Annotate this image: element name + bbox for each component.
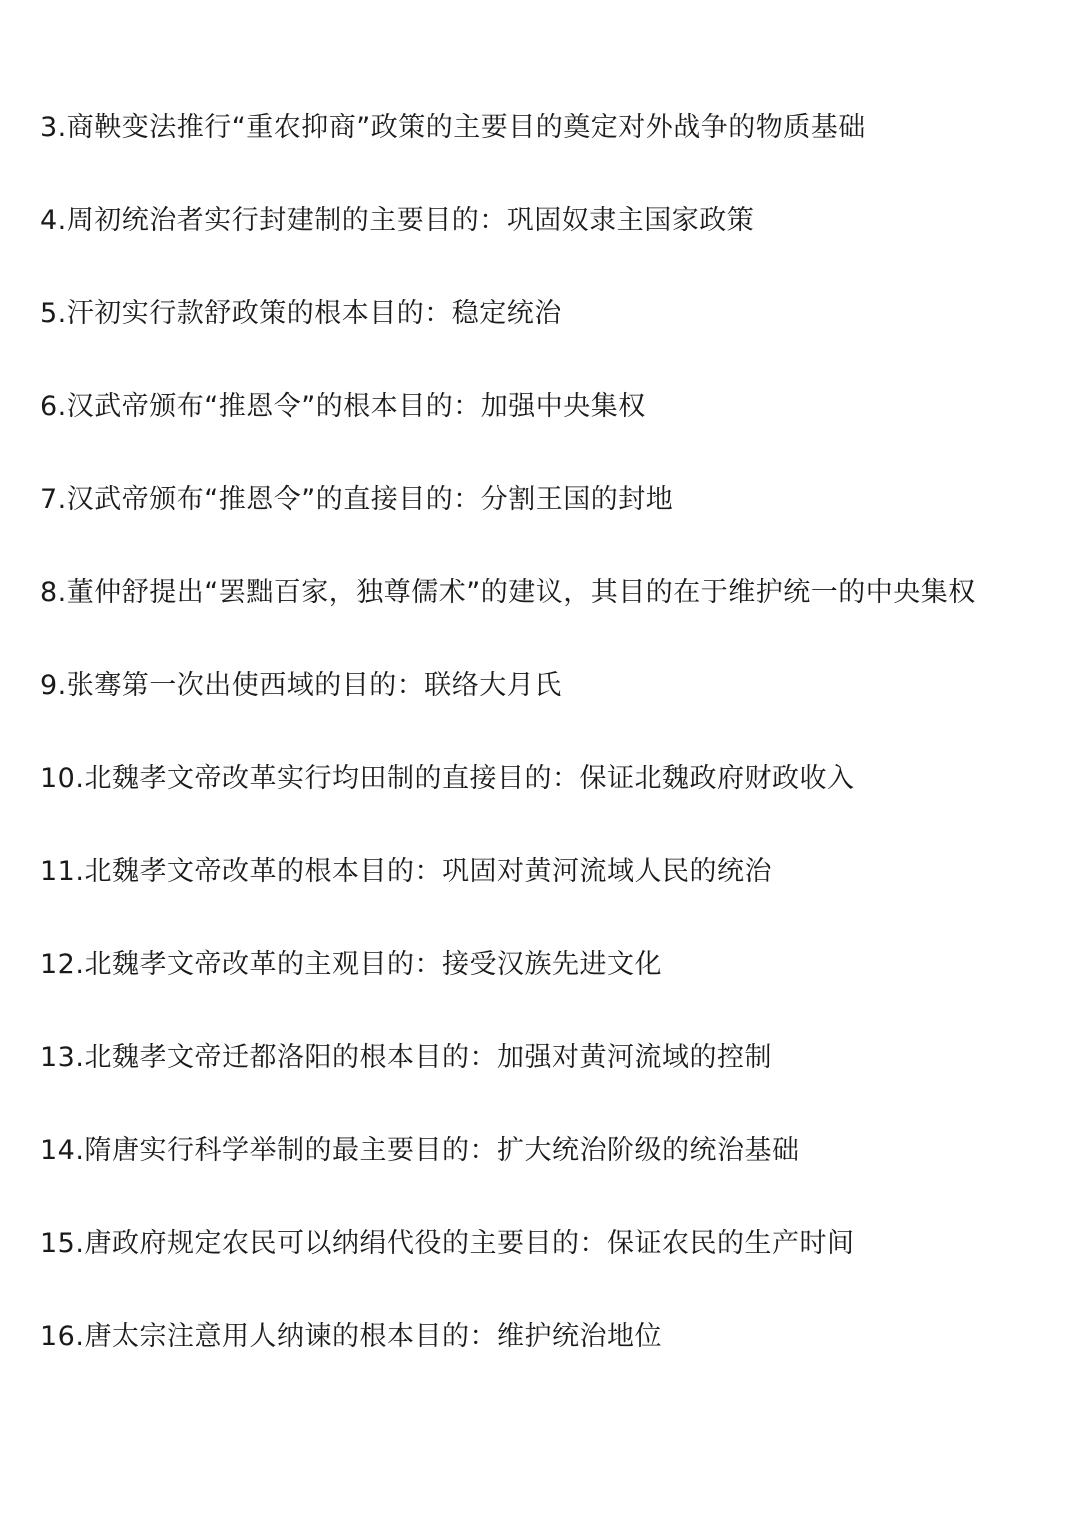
document-body <box>40 100 1040 1402</box>
list-item: 14.隋唐实行科学举制的最主要目的：扩大统治阶级的统治基础 <box>40 1135 800 1166</box>
list-item: 13.北魏孝文帝迁都洛阳的根本目的：加强对黄河流域的控制 <box>40 1042 772 1073</box>
list-item: 9.张骞第一次出使西域的目的：联络大月氏 <box>40 670 562 701</box>
list-item: 16.唐太宗注意用人纳谏的根本目的：维护统治地位 <box>40 1321 662 1352</box>
list-item: 4.周初统治者实行封建制的主要目的：巩固奴隶主国家政策 <box>40 205 755 236</box>
list-item: 12.北魏孝文帝改革的主观目的：接受汉族先进文化 <box>40 949 662 980</box>
list-item: 7.汉武帝颁布“推恩令”的直接目的：分割王国的封地 <box>40 484 674 515</box>
list-item: 5.汗初实行款舒政策的根本目的：稳定统治 <box>40 298 562 329</box>
list-item: 8.董仲舒提出“罢黜百家，独尊儒术”的建议，其目的在于维护统一的中央集权 <box>40 577 976 608</box>
list-item: 11.北魏孝文帝改革的根本目的：巩固对黄河流域人民的统治 <box>40 856 772 887</box>
list-item: 6.汉武帝颁布“推恩令”的根本目的：加强中央集权 <box>40 391 646 422</box>
list-item: 3.商鞅变法推行“重农抑商”政策的主要目的奠定对外战争的物质基础 <box>40 112 866 143</box>
list-item: 15.唐政府规定农民可以纳绢代役的主要目的：保证农民的生产时间 <box>40 1228 855 1259</box>
list-item: 10.北魏孝文帝改革实行均田制的直接目的：保证北魏政府财政收入 <box>40 763 855 794</box>
